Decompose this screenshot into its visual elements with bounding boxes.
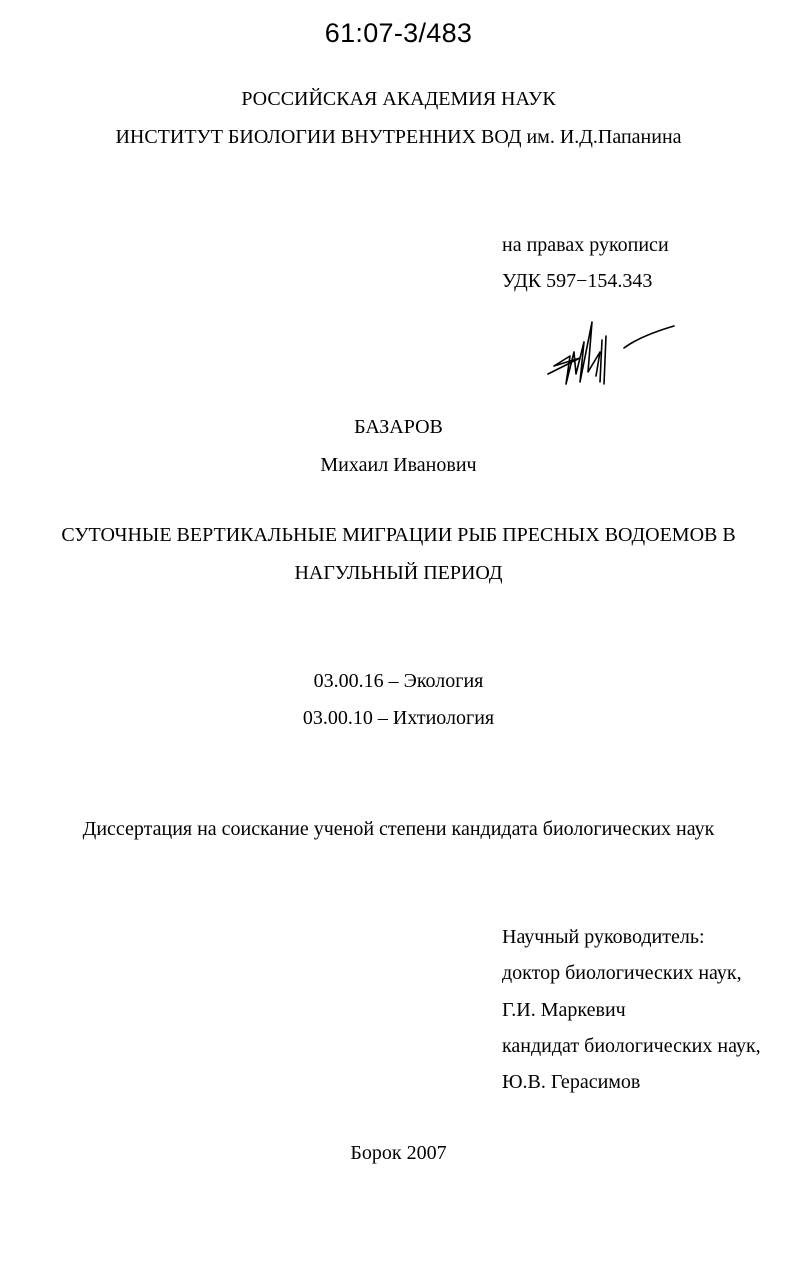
author-surname: БАЗАРОВ [354,416,443,438]
supervisor-1-name: Г.И. Маркевич [502,999,626,1021]
place-and-year: Борок 2007 [350,1142,447,1164]
institute-name: ИНСТИТУТ БИОЛОГИИ ВНУТРЕННИХ ВОД им. И.Д.Папанина [115,126,682,148]
manuscript-rights: на правах рукописи [502,234,669,256]
supervisor-2-name: Ю.В. Герасимов [502,1071,641,1093]
dissertation-title-line-1: СУТОЧНЫЕ ВЕРТИКАЛЬНЫЕ МИГРАЦИИ РЫБ ПРЕСНЫХ ВОДОЕМОВ В [61,524,736,546]
supervisors-heading: Научный руководитель: [502,926,705,948]
udk-code: УДК 597−154.343 [502,270,653,292]
specialty-ichthyology: 03.00.10 – Ихтиология [302,707,495,729]
catalog-code: 61:07-3/483 [324,18,473,48]
degree-statement: Диссертация на соискание ученой степени кандидата биологических наук [82,818,715,840]
specialty-ecology: 03.00.16 – Экология [313,670,484,692]
dissertation-title-line-2: НАГУЛЬНЫЙ ПЕРИОД [294,562,503,584]
supervisor-2-degree: кандидат биологических наук, [502,1035,761,1057]
signature-icon [540,312,680,392]
author-given-names: Михаил Иванович [320,454,477,476]
supervisor-1-degree: доктор биологических наук, [502,962,742,984]
academy-name: РОССИЙСКАЯ АКАДЕМИЯ НАУК [241,88,556,110]
